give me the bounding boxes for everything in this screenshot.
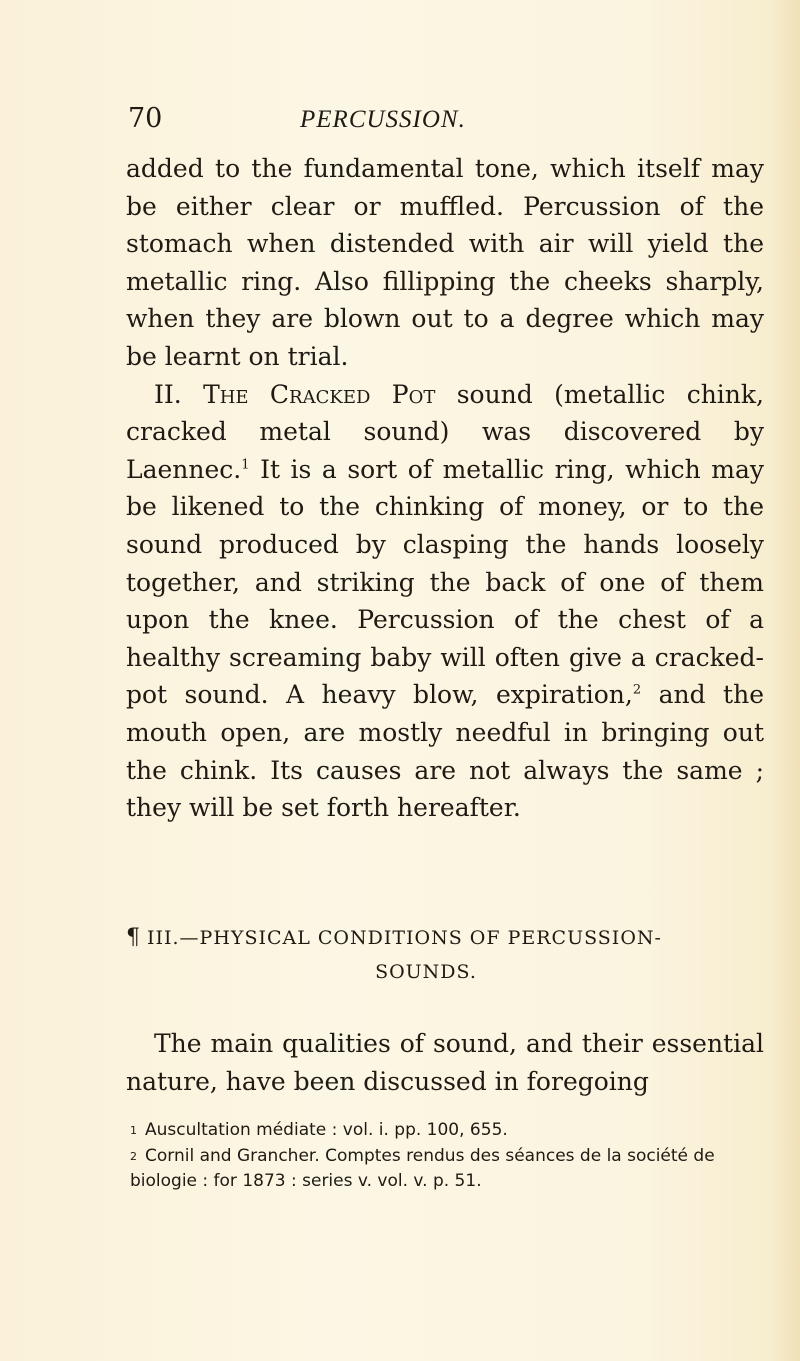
footnote-ref-1[interactable]: 1 <box>241 457 250 473</box>
footnote-ref-2[interactable]: 2 <box>632 682 642 698</box>
section-number: II. <box>154 379 182 409</box>
footnotes <box>126 1118 766 1195</box>
running-head: PERCUSSION. <box>300 106 466 133</box>
main-text <box>126 150 764 827</box>
pilcrow-icon: ¶ <box>126 925 141 950</box>
page-header <box>128 103 768 139</box>
footnote-1-mark: 1 <box>130 1124 137 1137</box>
section-paragraph: The main qualities of sound, and their essential nature, have been discussed in foregoing <box>126 1029 764 1096</box>
footnote-2-mark: 2 <box>130 1149 137 1163</box>
section-heading <box>126 921 766 989</box>
footnote-1 <box>126 1118 766 1144</box>
footnote-2-text: Cornil and Grancher. Comptes rendus des séances de la société de biologie : for 1873 : series v. vol. v. p. 51. <box>130 1145 715 1191</box>
section-text <box>126 1000 764 1125</box>
page-number: 70 <box>128 103 163 134</box>
footnote-1-text: Auscultation médiate : vol. i. pp. 100, 655. <box>145 1120 508 1140</box>
footnote-2 <box>126 1144 766 1195</box>
term-cracked-pot: The Cracked Pot <box>203 379 436 409</box>
paragraph-2-part-c: and the mouth open, are mostly needful in bringing out the chink. Its causes are not always the same ; they will be set forth hereafter. <box>126 680 764 823</box>
page-edge-shading <box>770 0 800 1361</box>
section-heading-line-2: SOUNDS. <box>375 961 477 983</box>
paragraph-2 <box>126 376 764 827</box>
paragraph-1: added to the fundamental tone, which itself may be either clear or muffled. Percussion of the stomach when distended with air will yield the metallic ring. Also fillipping the cheeks sharply, when they are blown out to a degree which may be learnt on trial. <box>126 154 764 371</box>
paragraph-2-part-b: It is a sort of metallic ring, which may be likened to the chinking of money, or to the sound produced by clasping the hands loosely together, and striking the back of one of them upon the knee. Percussion of the chest of a healthy screaming baby will often give a cracked-pot sound. A heavy blow, expiration, <box>126 454 764 710</box>
section-heading-line-1: III.—PHYSICAL CONDITIONS OF PERCUSSION- <box>147 927 662 949</box>
paragraph-2-part-a: sound (metallic chink, cracked metal sound) was discovered by Laennec. <box>126 379 764 484</box>
